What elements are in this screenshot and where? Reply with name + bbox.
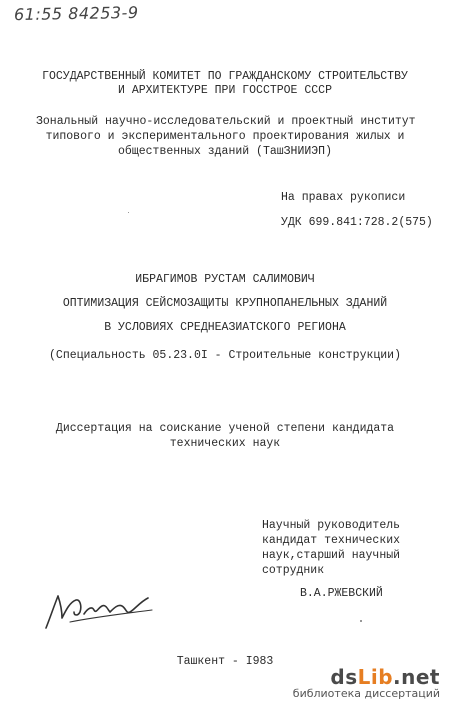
author-name: ИБРАГИМОВ РУСТАМ САЛИМОВИЧ bbox=[135, 273, 315, 286]
author-signature bbox=[40, 588, 160, 632]
signature-image bbox=[40, 588, 160, 632]
watermark-ds: ds bbox=[330, 665, 358, 689]
rights-note: На правах рукописи bbox=[281, 191, 406, 204]
title-line-1: ОПТИМИЗАЦИЯ СЕЙСМОЗАЩИТЫ КРУПНОПАНЕЛЬНЫХ ЗДАНИЙ bbox=[62, 297, 388, 310]
watermark-lib: Lib bbox=[357, 665, 394, 689]
institute-line-2: типового и экспериментального проектирования жилых и bbox=[45, 130, 405, 143]
watermark-subtitle: библиотека диссертаций bbox=[292, 687, 440, 700]
supervisor-line-2: кандидат технических bbox=[262, 534, 401, 547]
dissertation-line-2: технических наук bbox=[169, 437, 281, 450]
udk-code: УДК 699.841:728.2(575) bbox=[281, 216, 433, 229]
specialty: (Специальность 05.23.0I - Строительные конструкции) bbox=[49, 349, 401, 362]
institute-line-1: Зональный научно-исследовательский и проектный институт bbox=[36, 115, 416, 128]
supervisor-name: В.А.РЖЕВСКИЙ bbox=[300, 587, 383, 600]
ink-speck bbox=[128, 212, 129, 213]
watermark-net: .net bbox=[393, 665, 440, 689]
institute-line-3: общественных зданий (ТашЗНИИЭП) bbox=[118, 145, 332, 158]
city-year: Ташкент - I983 bbox=[176, 655, 274, 668]
supervisor-line-1: Научный руководитель bbox=[262, 519, 401, 532]
header-line-2: И АРХИТЕКТУРЕ ПРИ ГОССТРОЕ СССР bbox=[118, 84, 332, 97]
ink-speck bbox=[360, 620, 362, 622]
watermark-logo bbox=[293, 665, 440, 700]
title-line-2: В УСЛОВИЯХ СРЕДНЕАЗИАТСКОГО РЕГИОНА bbox=[104, 321, 346, 334]
archive-stamp: 61:55 84253-9 bbox=[13, 2, 139, 25]
dissertation-line-1: Диссертация на соискание ученой степени кандидата bbox=[55, 422, 395, 435]
header-line-1: ГОСУДАРСТВЕННЫЙ КОМИТЕТ ПО ГРАЖДАНСКОМУ СТРОИТЕЛЬСТВУ bbox=[42, 70, 408, 83]
watermark-title bbox=[293, 665, 440, 689]
supervisor-line-3: наук,старший научный bbox=[262, 549, 401, 562]
supervisor-line-4: сотрудник bbox=[262, 564, 325, 577]
